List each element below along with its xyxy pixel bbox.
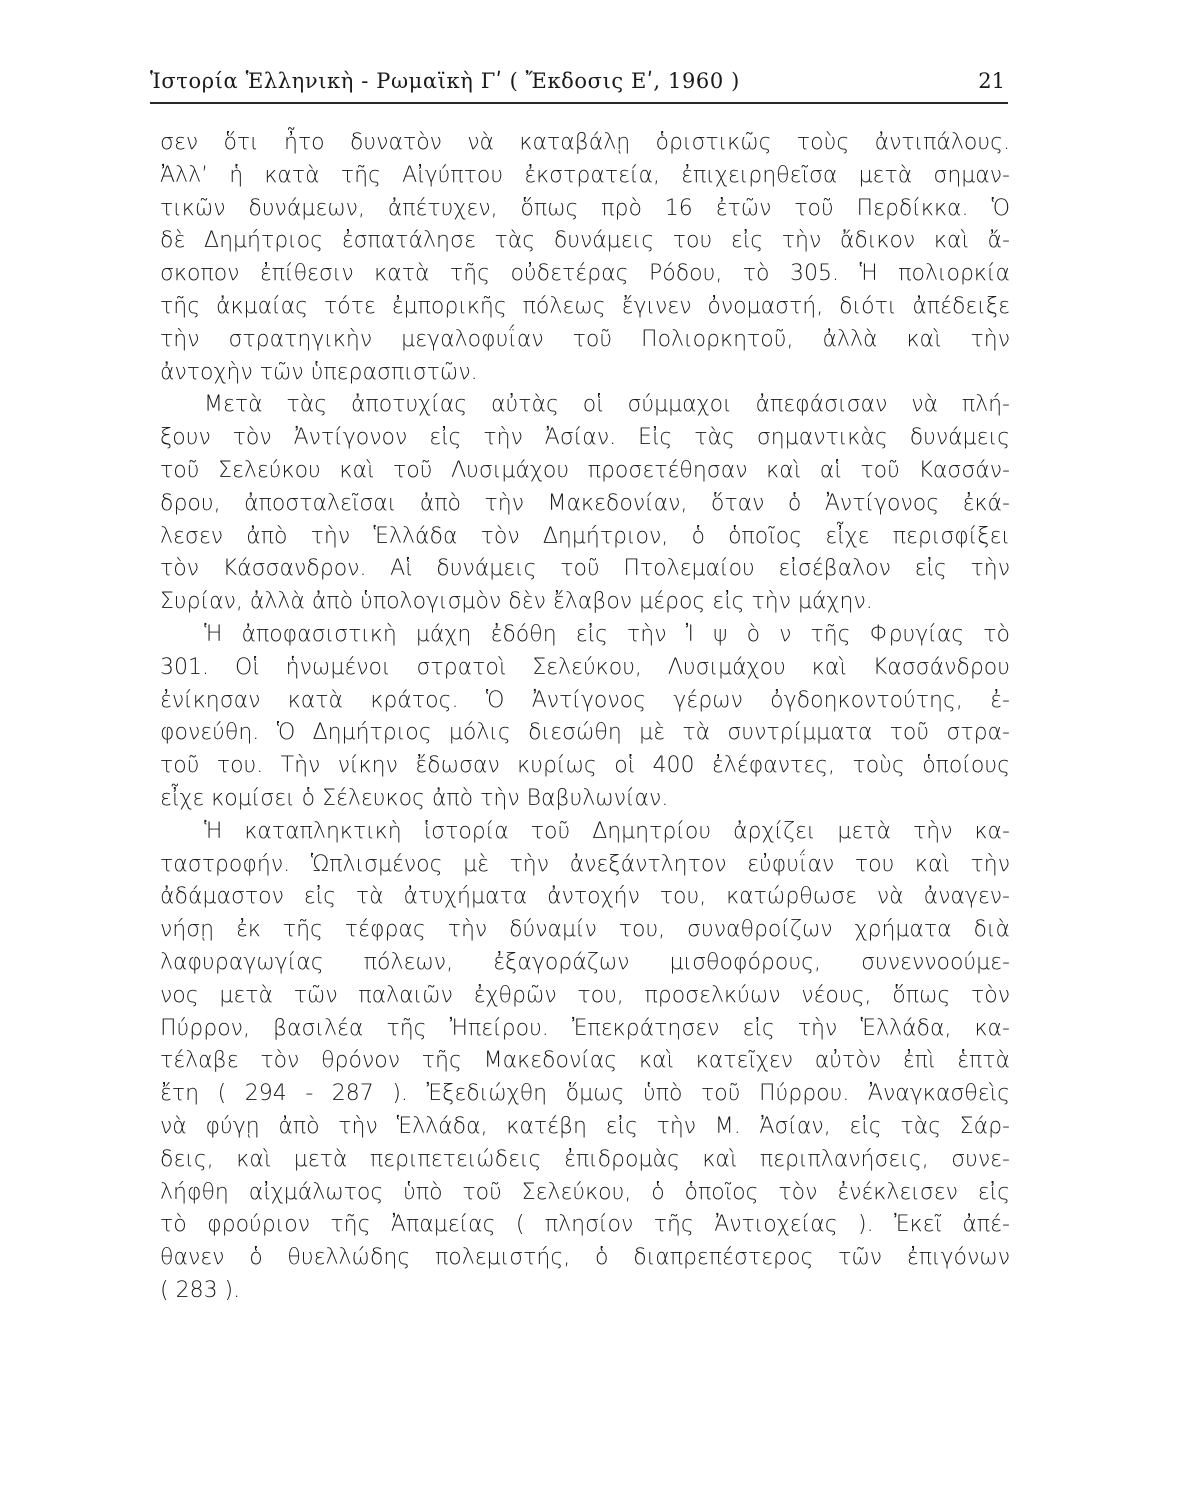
text-line: εἶχε κομίσει ὁ Σέλευκος ἀπὸ τὴν Βαβυλωνίαν. <box>160 785 669 811</box>
text-line: λήφθη αἰχμάλωτος ὑπὸ τοῦ Σελεύκου, ὁ ὁποῖος τὸν ἐνέκλεισεν εἰς <box>160 1179 1010 1205</box>
text-line: τὴν στρατηγικὴν μεγαλοφυΐαν τοῦ Πολιορκητοῦ, ἀλλὰ καὶ τὴν <box>160 326 1010 352</box>
text-line: τέλαβε τὸν θρόνον τῆς Μακεδονίας καὶ κατεῖχεν αὐτὸν ἐπὶ ἑπτὰ <box>160 1048 1010 1074</box>
text-line: θανεν ὁ θυελλώδης πολεμιστής, ὁ διαπρεπέστερος τῶν ἐπιγόνων <box>160 1245 1010 1271</box>
header-rule <box>150 102 1008 104</box>
text-line: ( 283 ). <box>160 1277 241 1303</box>
paragraph-first-line: Ἡ ἀποφασιστικὴ μάχη ἐδόθη εἰς τὴν Ἰ ψ ὸ ν τῆς Φρυγίας τὸ <box>204 621 1010 647</box>
text-line: δεις, καὶ μετὰ περιπετειώδεις ἐπιδρομὰς καὶ περιπλανήσεις, συνε- <box>160 1146 1010 1172</box>
text-line: Ἀλλ’ ἡ κατὰ τῆς Αἰγύπτου ἐκστρατεία, ἐπιχειρηθεῖσα μετὰ σημαν- <box>160 162 1010 188</box>
running-header <box>150 64 1005 98</box>
text-line: ἐνίκησαν κατὰ κράτος. Ὁ Ἀντίγονος γέρων ὀγδοηκοντούτης, ἐ- <box>160 687 1010 713</box>
text-line: νήσῃ ἐκ τῆς τέφρας τὴν δύναμίν του, συναθροίζων χρήματα διὰ <box>160 917 1010 943</box>
running-title: Ἱστορία Ἑλληνικὴ - Ρωμαϊκὴ Γʹ ( Ἔκδοσις Εʹ, 1960 ) <box>150 69 740 93</box>
text-line: σεν ὅτι ἦτο δυνατὸν νὰ καταβάλῃ ὁριστικῶς τοὺς ἀντιπάλους. <box>160 130 1010 155</box>
text-line: τῆς ἀκμαίας τότε ἐμπορικῆς πόλεως ἔγινεν ὀνομαστή, διότι ἀπέδειξε <box>160 293 1010 319</box>
text-line: τὸν Κάσσανδρον. Αἱ δυνάμεις τοῦ Πτολεμαίου εἰσέβαλον εἰς τὴν <box>160 556 1010 582</box>
text-line: δὲ Δημήτριος ἐσπατάλησε τὰς δυνάμεις του εἰς τὴν ἄδικον καὶ ἄ- <box>160 228 1010 254</box>
text-line: τοῦ Σελεύκου καὶ τοῦ Λυσιμάχου προσετέθησαν καὶ αἱ τοῦ Κασσάν- <box>160 457 1010 483</box>
text-line: λαφυραγωγίας πόλεων, ἐξαγοράζων μισθοφόρους, συνεννοούμε- <box>160 949 1010 975</box>
text-line: φονεύθη. Ὁ Δημήτριος μόλις διεσώθη μὲ τὰ συντρίμματα τοῦ στρα- <box>160 720 1010 746</box>
paragraph-first-line: Μετὰ τὰς ἀποτυχίας αὐτὰς οἱ σύμμαχοι ἀπεφάσισαν νὰ πλή- <box>204 392 1010 418</box>
text-line: ταστροφήν. Ὡπλισμένος μὲ τὴν ἀνεξάντλητον εὐφυΐαν του καὶ τὴν <box>160 851 1010 877</box>
text-line: νὰ φύγῃ ἀπὸ τὴν Ἑλλάδα, κατέβη εἰς τὴν Μ. Ἀσίαν, εἰς τὰς Σάρ- <box>160 1113 1010 1139</box>
text-line: Συρίαν, ἀλλὰ ἀπὸ ὑπολογισμὸν δὲν ἔλαβον μέρος εἰς τὴν μάχην. <box>160 589 873 615</box>
page-number: 21 <box>978 69 1005 93</box>
text-line: ξουν τὸν Ἀντίγονον εἰς τὴν Ἀσίαν. Εἰς τὰς σημαντικὰς δυνάμεις <box>160 425 1010 451</box>
text-line: σκοπον ἐπίθεσιν κατὰ τῆς οὐδετέρας Ρόδου, τὸ 305. Ἡ πολιορκία <box>160 261 1010 287</box>
text-line: ἀντοχὴν τῶν ὑπερασπιστῶν. <box>160 359 478 385</box>
text-line: ἀδάμαστον εἰς τὰ ἀτυχήματα ἀντοχήν του, κατώρθωσε νὰ ἀναγεν- <box>160 884 1010 910</box>
paragraph-first-line: Ἡ καταπληκτικὴ ἱστορία τοῦ Δημητρίου ἀρχίζει μετὰ τὴν κα- <box>204 818 1010 844</box>
text-line: δρου, ἀποσταλεῖσαι ἀπὸ τὴν Μακεδονίαν, ὅταν ὁ Ἀντίγονος ἐκά- <box>160 490 1010 516</box>
body-text <box>160 127 1010 1308</box>
text-line: 301. Οἱ ἡνωμένοι στρατοὶ Σελεύκου, Λυσιμάχου καὶ Κασσάνδρου <box>160 654 1010 680</box>
text-line: ἔτη ( 294 - 287 ). Ἐξεδιώχθη ὅμως ὑπὸ τοῦ Πύρρου. Ἀναγκασθεὶς <box>160 1081 1010 1107</box>
text-line: νος μετὰ τῶν παλαιῶν ἐχθρῶν του, προσελκύων νέους, ὅπως τὸν <box>160 982 1010 1008</box>
text-line: τικῶν δυνάμεων, ἀπέτυχεν, ὅπως πρὸ 16 ἐτῶν τοῦ Περδίκκα. Ὁ <box>160 195 1010 221</box>
text-line: λεσεν ἀπὸ τὴν Ἑλλάδα τὸν Δημήτριον, ὁ ὁποῖος εἶχε περισφίξει <box>160 523 1010 549</box>
text-line: Πύρρον, βασιλέα τῆς Ἠπείρου. Ἐπεκράτησεν εἰς τὴν Ἑλλάδα, κα- <box>160 1015 1010 1041</box>
text-line: τὸ φρούριον τῆς Ἀπαμείας ( πλησίον τῆς Ἀντιοχείας ). Ἐκεῖ ἀπέ- <box>160 1212 1010 1238</box>
text-line: τοῦ του. Τὴν νίκην ἔδωσαν κυρίως οἱ 400 ἐλέφαντες, τοὺς ὁποίους <box>160 753 1010 779</box>
